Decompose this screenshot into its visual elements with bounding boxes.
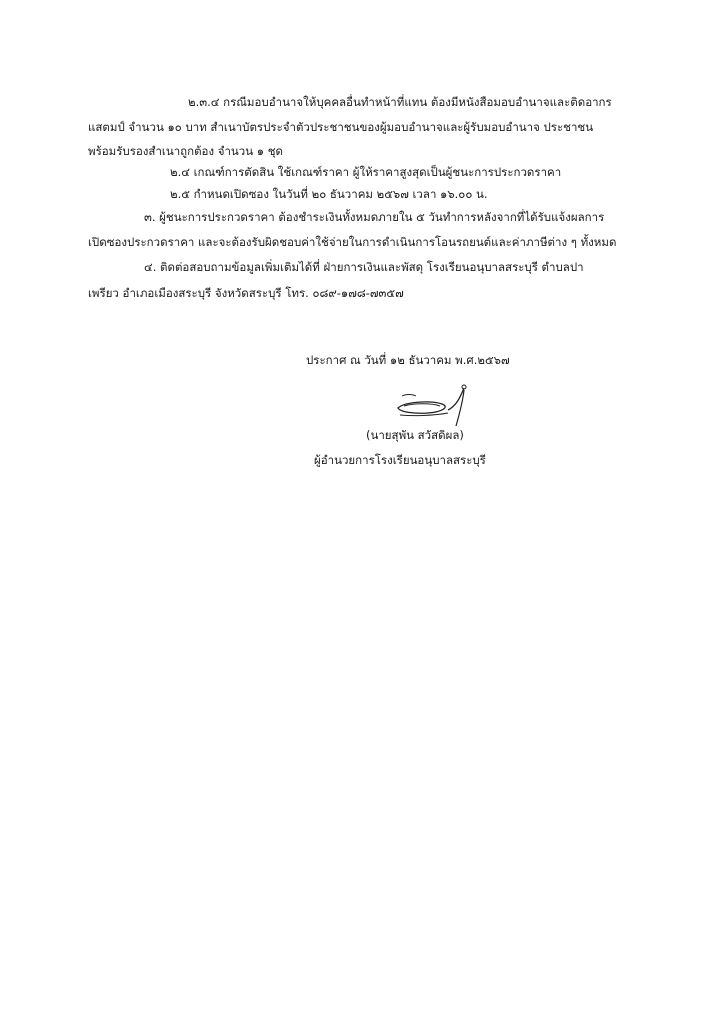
- signature-image: [390, 380, 480, 428]
- clause-4-line-1: ๔. ติดต่อสอบถามข้อมูลเพิ่มเติมได้ที่ ฝ่ายการเงินและพัสดุ โรงเรียนอนุบาลสระบุรี ตำบลปา: [144, 260, 584, 274]
- clause-2-3-4-line-1: ๒.๓.๔ กรณีมอบอำนาจให้บุคคลอื่นทำหน้าที่แทน ต้องมีหนังสือมอบอำนาจและติดอากร: [188, 95, 612, 109]
- clause-3-line-1: ๓. ผู้ชนะการประกวดราคา ต้องชำระเงินทั้งหมดภายใน ๕ วันทำการหลังจากที่ได้รับแจ้งผลการ: [144, 210, 605, 224]
- clause-2-5: ๒.๕ กำหนดเปิดซอง ในวันที่ ๒๐ ธันวาคม ๒๕๖๗ เวลา ๑๖.๐๐ น.: [170, 187, 488, 201]
- signature: [300, 380, 500, 430]
- clause-4-line-2: เพรียว อำเภอเมืองสระบุรี จังหวัดสระบุรี โทร. ๐๘๙-๑๗๘-๗๓๕๗: [88, 286, 404, 300]
- announcement-date: ประกาศ ณ วันที่ ๑๒ ธันวาคม พ.ศ.๒๕๖๗: [306, 353, 510, 367]
- signer-name: (นายสุพัน สวัสดิผล): [366, 428, 464, 442]
- clause-3-line-2: เปิดซองประกวดราคา และจะต้องรับผิดชอบค่าใช้จ่ายในการดำเนินการโอนรถยนต์และค่าภาษีต่าง ๆ ทั้งหมด: [88, 235, 617, 249]
- clause-2-4: ๒.๔ เกณฑ์การตัดสิน ใช้เกณฑ์ราคา ผู้ให้ราคาสูงสุดเป็นผู้ชนะการประกวดราคา: [170, 165, 562, 179]
- clause-2-3-4-line-3: พร้อมรับรองสำเนาถูกต้อง จำนวน ๑ ชุด: [88, 144, 283, 158]
- clause-2-3-4-line-2: แสตมป์ จำนวน ๑๐ บาท สำเนาบัตรประจำตัวประชาชนของผู้มอบอำนาจและผู้รับมอบอำนาจ ประชาชน: [88, 120, 594, 134]
- signer-title: ผู้อำนวยการโรงเรียนอนุบาลสระบุรี: [314, 453, 486, 467]
